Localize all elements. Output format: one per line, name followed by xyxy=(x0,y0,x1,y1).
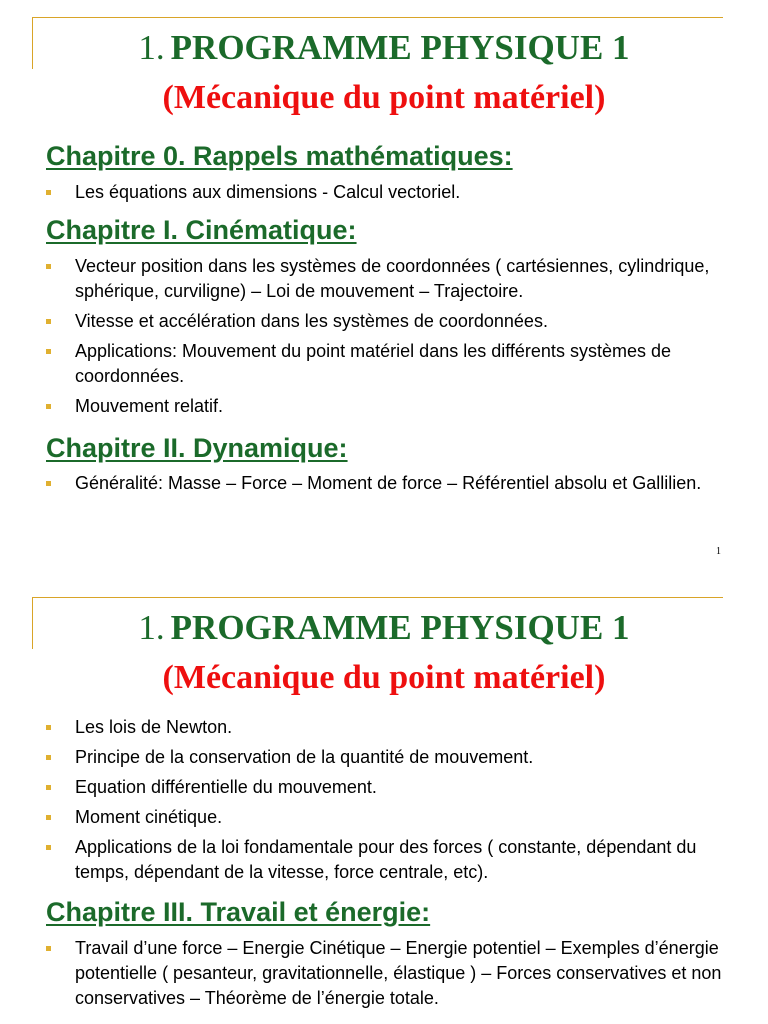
list-item: Vecteur position dans les systèmes de coordonnées ( cartésiennes, cylindrique, sphérique, curviligne) – Loi de mouvement – Trajectoire. xyxy=(46,254,746,304)
list-item: Les équations aux dimensions - Calcul vectoriel. xyxy=(46,180,746,205)
slide-title xyxy=(0,606,768,650)
title-text: PROGRAMME PHYSIQUE 1 xyxy=(170,28,630,67)
chapter-0-list xyxy=(46,180,746,210)
dynamics-list xyxy=(46,715,746,890)
chapter-3-heading: Chapitre III. Travail et énergie: xyxy=(46,897,431,927)
top-rule xyxy=(32,17,723,18)
list-item: Principe de la conservation de la quantité de mouvement. xyxy=(46,745,746,770)
list-item: Généralité: Masse – Force – Moment de force – Référentiel absolu et Gallilien. xyxy=(46,471,746,496)
title-number: 1. xyxy=(138,28,165,67)
chapter-0-heading: Chapitre 0. Rappels mathématiques: xyxy=(46,141,513,171)
page-number: 1 xyxy=(716,546,721,557)
list-item: Applications de la loi fondamentale pour des forces ( constante, dépendant du temps, dépendant de la vitesse, force centrale, etc). xyxy=(46,835,746,885)
chapter-1-list xyxy=(46,254,746,424)
slide-subtitle: (Mécanique du point matériel) xyxy=(162,659,606,696)
chapter-2-list xyxy=(46,471,746,501)
list-item: Moment cinétique. xyxy=(46,805,746,830)
title-text: PROGRAMME PHYSIQUE 1 xyxy=(170,608,630,647)
list-item: Applications: Mouvement du point matériel dans les différents systèmes de coordonnées. xyxy=(46,339,746,389)
list-item: Vitesse et accélération dans les systèmes de coordonnées. xyxy=(46,309,746,334)
chapter-2-heading: Chapitre II. Dynamique: xyxy=(46,433,348,463)
list-item: Travail d’une force – Energie Cinétique – Energie potentiel – Exemples d’énergie potentielle ( pesanteur, gravitationnelle, élastique ) – Forces conservatives et non conservatives – Théorème de l’énergie totale. xyxy=(46,936,746,1011)
list-item: Les lois de Newton. xyxy=(46,715,746,740)
title-number: 1. xyxy=(138,608,165,647)
list-item: Mouvement relatif. xyxy=(46,394,746,419)
chapter-1-heading: Chapitre I. Cinématique: xyxy=(46,215,357,245)
slide-subtitle: (Mécanique du point matériel) xyxy=(162,79,606,116)
slide-2 xyxy=(0,580,768,1024)
slide-title xyxy=(0,26,768,70)
chapter-3-list xyxy=(46,936,746,1016)
list-item: Equation différentielle du mouvement. xyxy=(46,775,746,800)
top-rule xyxy=(32,597,723,598)
